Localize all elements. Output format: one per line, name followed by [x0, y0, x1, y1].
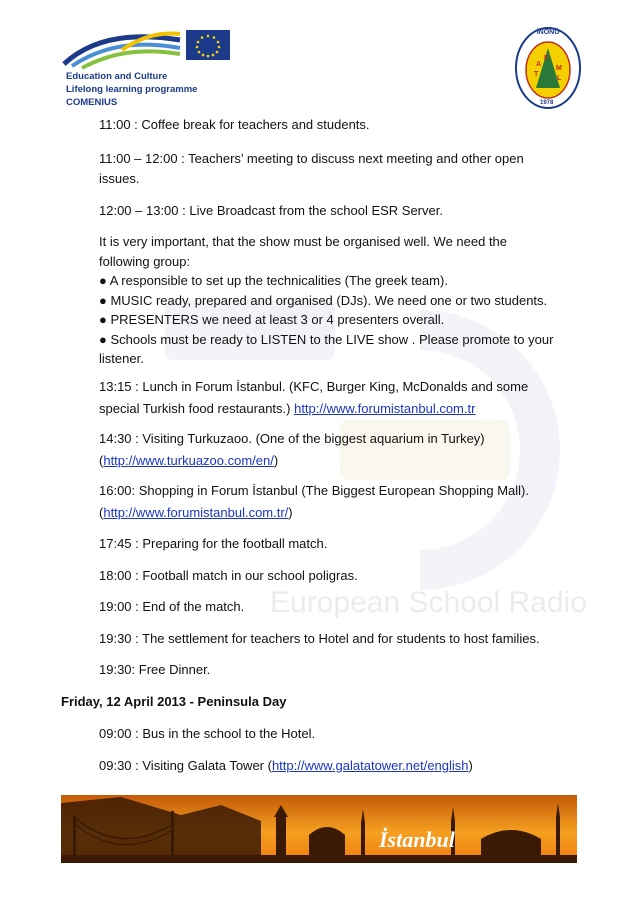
- friday-item: 09:00 : Bus in the school to the Hotel.: [99, 726, 316, 741]
- galata-tower-link[interactable]: http://www.galatatower.net/english: [271, 758, 469, 773]
- schedule-item: 13:15 : Lunch in Forum İstanbul. (KFC, Burger King, McDonalds and some special Turkish food restaurants.) http://www.forumistanbul.com.tr: [99, 379, 529, 416]
- forum-istanbul-link[interactable]: http://www.forumistanbul.com.tr: [294, 401, 476, 416]
- schedule-item: 12:00 – 13:00 : Live Broadcast from the school ESR Server.: [99, 203, 443, 218]
- schedule-item: 19:30 : The settlement for teachers to Hotel and for students to host families.: [99, 631, 540, 646]
- seal-top-text: İNÖNÜ: [536, 29, 560, 36]
- seal-letter-3: E: [544, 55, 549, 62]
- schedule-item: 11:00 – 12:00 : Teachers’ meeting to discuss next meeting and other open issues.: [99, 151, 524, 186]
- university-seal: [514, 26, 582, 110]
- istanbul-banner: [61, 795, 577, 863]
- edu-line-3: COMENIUS: [66, 97, 118, 108]
- seal-letter-2: T: [534, 71, 539, 78]
- schedule-item: 18:00 : Football match in our school poligras.: [99, 568, 358, 583]
- schedule-item: 16:00: Shopping in Forum İstanbul (The Biggest European Shopping Mall). (http://www.forumistanbul.com.tr/): [99, 483, 529, 520]
- edu-line-2: Lifelong learning programme: [66, 84, 198, 95]
- seal-emblem-icon: [514, 26, 582, 110]
- schedule-item: 19:30: Free Dinner.: [99, 662, 211, 677]
- forum-istanbul-link-2[interactable]: http://www.forumistanbul.com.tr/: [103, 505, 289, 520]
- schedule-item: 17:45 : Preparing for the football match.: [99, 536, 328, 551]
- friday-item: 09:30 : Visiting Galata Tower (http://www.galatatower.net/english): [99, 758, 473, 773]
- seal-year: 1978: [540, 100, 554, 106]
- turkuazoo-link[interactable]: http://www.turkuazoo.com/en/: [103, 453, 274, 468]
- schedule-item: 19:00 : End of the match.: [99, 599, 245, 614]
- schedule-item: 14:30 : Visiting Turkuzaoo. (One of the biggest aquarium in Turkey) (http://www.turkuazoo.com/en/): [99, 431, 485, 468]
- day-heading: Friday, 12 April 2013 - Peninsula Day: [61, 694, 287, 709]
- education-culture-logo: [62, 28, 242, 110]
- seal-letter-4: M: [556, 65, 562, 72]
- seal-letter-5: L: [557, 75, 562, 82]
- eu-flag-icon: [62, 28, 242, 70]
- schedule-item: It is very important, that the show must be organised well. We need the following group: ● A responsible to set up the technicalities (The greek team). ● MUSIC ready, prepared and organised (DJs). We need one or two students. ● PRESENTERS we need at least 3 or 4 presenters overall. ● Schools must be ready to LISTEN to the LIVE show . Please promote to your listener.: [99, 234, 554, 366]
- seal-letter-1: A: [536, 61, 542, 68]
- schedule-item: 11:00 : Coffee break for teachers and students.: [99, 117, 370, 132]
- watermark-text: European School Radio: [270, 586, 587, 619]
- banner-text: İstanbul: [379, 827, 455, 852]
- edu-line-1: Education and Culture: [66, 71, 168, 82]
